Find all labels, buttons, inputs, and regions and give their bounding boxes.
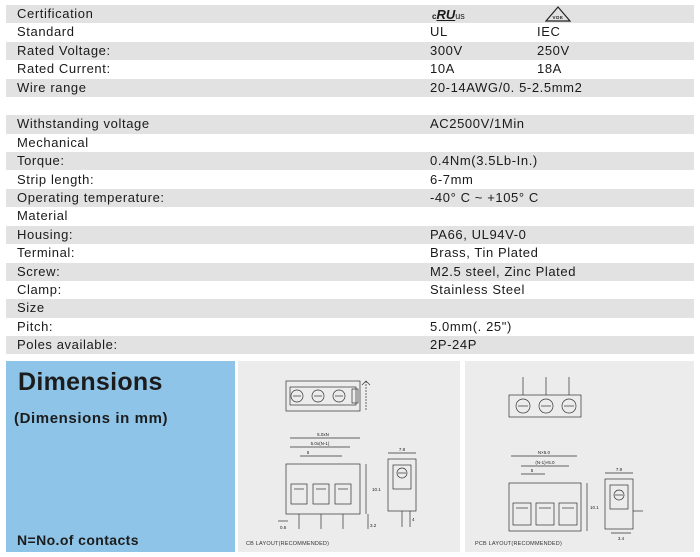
dim-side-width-label: 7.8 [398,447,406,452]
spec-value-iec: IEC [537,24,561,40]
spec-label: Pitch: [17,318,54,334]
spec-row [6,299,694,317]
spec-label: Terminal: [17,245,76,261]
dim-pitch-label: 5 [306,450,310,455]
spec-value: 5.0mm(. 25") [430,318,512,334]
spec-label: Rated Current: [17,61,111,77]
spec-row-spacer [6,97,694,115]
spec-label: Rated Voltage: [17,42,111,58]
spec-row [6,171,694,189]
spec-value: 6-7mm [430,171,474,187]
spec-value-ul: UL [430,24,448,40]
ul-cert-logo: cRUus [432,7,465,22]
contacts-footnote: N=No.of contacts [17,532,139,548]
dim-height-label: 10.1 [372,487,381,492]
svg-text:VDE: VDE [552,15,564,20]
dim-total-label: 5.0xN [317,432,329,437]
spec-value-iec: 250V [537,42,570,58]
spec-row [6,115,694,133]
dim-total-label: N×5.0 [537,450,551,455]
spec-row [6,336,694,354]
spec-row [6,42,694,60]
dimensions-title: Dimensions [18,368,163,396]
dimensions-subtitle: (Dimensions in mm) [14,410,169,427]
dim-pin-label: 0.6 [280,525,287,530]
spec-value: 0.4Nm(3.5Lb-In.) [430,153,538,169]
spec-row [6,152,694,170]
spec-label: Poles available: [17,337,118,353]
spec-row [6,189,694,207]
spec-label: Clamp: [17,282,62,297]
spec-label: Wire range [17,79,87,95]
dim-inner-label: 5.0x(N-1) [310,441,330,446]
spec-label: Certification [17,6,94,21]
dim-side-offset-label: 4 [412,517,415,522]
spec-value-ul: 300V [430,42,463,58]
spec-value: PA66, UL94V-0 [430,226,527,242]
drawing-panel-pcb [465,361,694,552]
dimensions-panel [6,361,235,552]
spec-label: Strip length: [17,171,95,187]
spec-row [6,263,694,281]
spec-value: Stainless Steel [430,282,525,297]
cb-technical-drawing [238,361,460,552]
spec-label: Standard [17,24,75,40]
spec-row [6,60,694,78]
spec-value-ul: 10A [430,61,455,77]
dim-inner-label: (N-1)×5.0 [535,460,555,465]
spec-value: -40° C ~ +105° C [430,190,539,205]
dim-pitch-label: 5 [530,468,534,473]
pcb-technical-drawing [465,361,694,552]
dim-height-label: 10.1 [590,505,599,510]
vde-triangle-icon [545,6,571,22]
pcb-layout-caption: PCB LAYOUT(RECOMMENDED) [475,541,563,547]
spec-row [6,207,694,225]
spec-value: Brass, Tin Plated [430,245,539,261]
spec-section-heading: Mechanical [17,134,89,150]
drawing-panel-cb [238,361,460,552]
spec-row [6,281,694,299]
spec-row [6,134,694,152]
spec-value: 20-14AWG/0. 5-2.5mm2 [430,79,583,95]
spec-row [6,226,694,244]
cb-layout-caption: CB LAYOUT(RECOMMENDED) [246,541,330,547]
spec-section-heading: Size [17,300,45,316]
spec-label: Housing: [17,226,74,242]
spec-value-iec: 18A [537,61,562,77]
spec-label: Withstanding voltage [17,116,150,132]
spec-value: M2.5 steel, Zinc Plated [430,263,577,279]
dim-side-width-label: 7.9 [615,467,623,472]
spec-row [6,5,694,23]
dim-side-offset-label: 3.4 [617,536,625,541]
spec-value: AC2500V/1Min [430,116,525,132]
spec-label: Screw: [17,263,61,279]
spec-label: Operating temperature: [17,190,165,205]
spec-section-heading: Material [17,208,69,224]
spec-row [6,79,694,97]
spec-row [6,23,694,41]
spec-row [6,244,694,262]
spec-value: 2P-24P [430,337,477,353]
spec-row [6,318,694,336]
spec-label: Torque: [17,153,65,169]
dim-pin-length-label: 3.2 [370,523,377,528]
